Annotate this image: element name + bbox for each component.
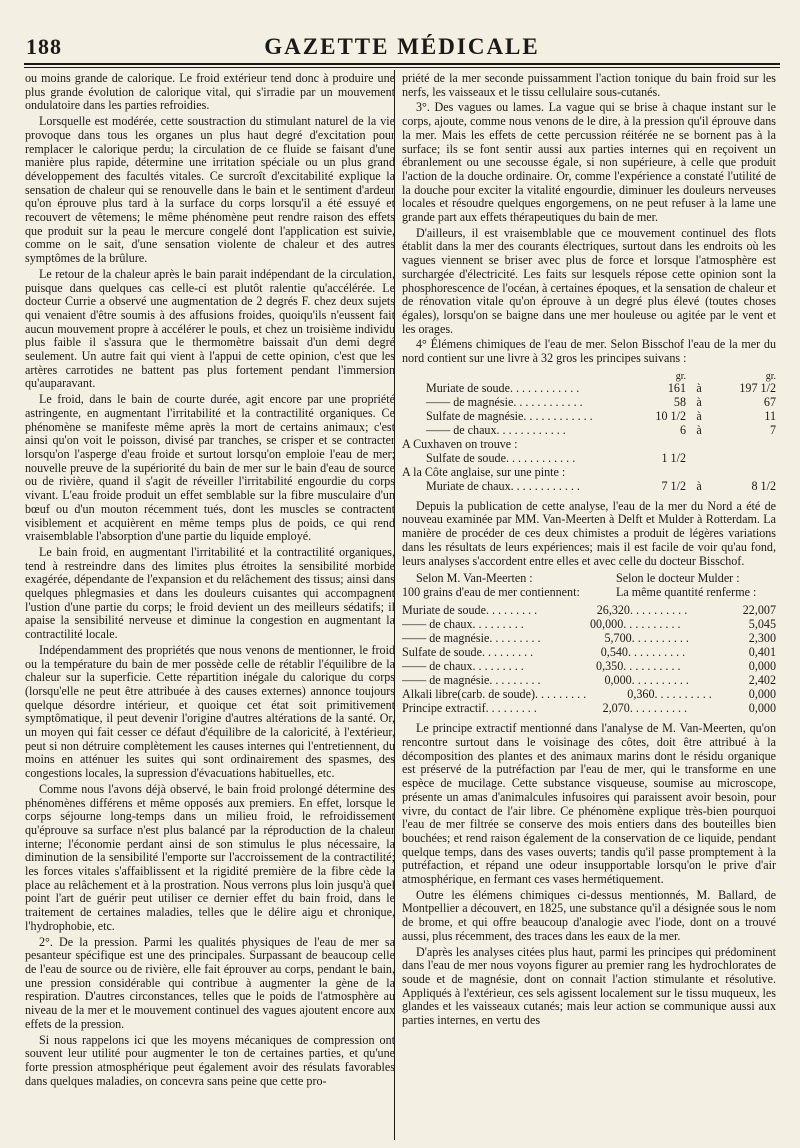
paragraph: 3°. Des vagues ou lames. La vague qui se brise à chaque instant sur le corps, ajoute, comme nous venons de le dire, à la pression qu'il éprouve dans la mer. Mais les effets de cette percussion réitérée ne se bornent pas à la surface; ils se font sentir aussi aux parties internes qui en reçoivent un ébranlement ou une secousse égale, si non supérieure, à celle que produit l'action de la douche ordinaire. Or, comme l'expérience a constaté l'utilité de la douche pour exciter la vitalité engourdie, diminuer les douleurs nerveuses locales et résoudre quelques engorgemens, on ne peut refuser à la lame une grande part aux effets thérapeutiques du bain de mer.: [402, 100, 776, 225]
page-header: [26, 34, 778, 64]
unit-header-row: [402, 370, 776, 382]
comparison-table: [402, 572, 776, 716]
paragraph: 2°. De la pression. Parmi les qualités physiques de l'eau de mer sa pesanteur spécifique est une des principales. Surpassant de beaucoup celle de l'eau de source ou de rivière, elle fait éprouver au corps, pendant le bain, une pression considérable qui contribue à augmenter la gène de la respiration. D'autres circonstances, telles que le poids de l'atmosphère au niveau de la mer et le mouvement continuel des vagues ajoutent encore aux effets de la pression.: [25, 934, 395, 1031]
unit-header: gr.: [765, 370, 776, 382]
header-rule: [24, 63, 780, 65]
header-rule-thin: [24, 67, 780, 68]
paragraph: Le retour de la chaleur après le bain parait indépendant de la circulation, puisque dans quelques cas celle-ci est plutôt ralentie qu'accélérée. Le docteur Currie a observé une augmentation de 2 degrés F. chez deux sujets qui venaient d'être soumis à des affusions froides, quoiqu'ils n'eussent fait aucun mouvement propre à accélérer le pouls, et chez un troisième individu plus faible il s'assura que le thermomètre baissait d'un demi degré seulement. Un autre fait qui vient à l'appui de cette opinion, c'est que les artères carrotides ne battent pas plus fortement pendant l'immersion qu'auparavant.: [25, 266, 395, 391]
unit-header: gr.: [675, 370, 686, 382]
paragraph: Le bain froid, en augmentant l'irritabilité et la contractilité organiques, tend à restreindre dans des limites plus étroites la sensibilité morbide exagérée, dépendante de l'expansion et du relâchement des tissus; ainsi dans quelques phlegmasies et dans les douleurs cuisantes qui accompagnent l'ustion d'une partie du corps; le froid devient un des meilleurs sédatifs; il apaise la sensibilité nerveuse et diminue la congestion en augmentant la contractilité locale.: [25, 544, 395, 642]
table-caption: A la Côte anglaise, sur une pinte :: [402, 464, 566, 479]
table-row: —— de chaux ............ 6 à 7: [426, 422, 776, 437]
page-number: 188: [26, 34, 62, 59]
paragraph: Comme nous l'avons déjà observé, le bain froid prolongé détermine des phénomènes différens et même opposés aux premiers. En effet, lorsque le corps séjourne long-temps dans un milieu froid, le refroidissement qu'éprouve sa surface n'est plus balancé par la réproduction de la chaleur interne; l'économie perdant ainsi de son stimulus le plus nécessaire, la diminution de la sensibilité l'emporte sur l'accroissement de la contractilité; les forces vitales s'affaiblissent et la rigidité première de la fibre cède la place au relâchement et à la prostration. Nous verrons plus loin jusqu'à quel point l'art de guérir peut utiliser ce dernier effet du bain froid, dans le traitement de certaines maladies, telles que le délire aigu et chronique, l'hydrophobie, etc.: [25, 781, 395, 933]
paragraph: priété de la mer seconde puissamment l'action tonique du bain froid sur les nerfs, les vaisseaux et le tissu cellulaire sous-cutanés.: [402, 71, 776, 99]
paragraph: D'après les analyses citées plus haut, parmi les principes qui prédominent dans l'eau de mer nous voyons figurer au premier rang les hydrochlorates de soude et de magnésie, dont on connait l'action stimulante et résolutive. Appliqués à l'extérieur, ces sels agissent localement sur le tissu muqueux, les glandes et les vaisseaux cutanés; mais leur action se communique aussi aux parties internes, en vertu des: [402, 944, 776, 1028]
journal-title: GAZETTE MÉDICALE: [264, 34, 540, 59]
table-row: —— de magnésie ......... 0,000 .......... 2,402: [402, 673, 777, 688]
table-row: Muriate de chaux ............ 7 1/2 à 8 1/2: [426, 478, 776, 493]
paragraph: Lorsquelle est modérée, cette soustraction du stimulant naturel de la vie provoque dans tous les organes un plus haut degré d'excitation pour remplacer le calorique perdu; la circulation de ce fluide se faisant d'une manière plus rapide, détermine une irritation spéciale ou un plus grand développement des facultés vitales. Ce surcroît d'excitabilité explique la sensation de chaleur qui se renouvelle dans le bain et le sentiment d'ardeur qu'on éprouve plus tard à la surface du corps lorsqu'il a été essuyé et recouvert de vêtemens; le même phénomène peut rendre raison des effets que produit sur la peau le mercure congelé dont l'application est suivie, comme on le sait, d'une sensation violente de chaleur et des autres symptômes de la brûlure.: [25, 114, 395, 266]
table-row: —— de chaux ......... 00,000 .......... 5,045: [402, 617, 776, 632]
table-caption: A Cuxhaven on trouve :: [402, 436, 518, 451]
table-row: Principe extractif ......... 2,070 .......... 0,000: [402, 701, 776, 716]
paragraph: D'ailleurs, il est vraisemblable que ce mouvement continuel des flots établit dans la mer des courants électriques, surtout dans les endroits où les vagues viennent se briser avec plus de force et lorsque l'atmosphère est surchargée d'électricité. Les faits sur lesquels répose cette opinion sont la phosphorescence de l'océan, à certaines époques, et la sensation de chaleur et de rénovation vitale qu'on éprouve à un degré plus élevé (toutes choses égales), lorsqu'on se baigne dans une mer houleuse ou agitée par le vent et les orages.: [402, 225, 776, 336]
table-row: —— de magnésie ......... 5,700 .......... 2,300: [402, 631, 777, 646]
paragraph: Si nous rappelons ici que les moyens mécaniques de compression ont souvent leur utilité pour augmenter le ton de certaines parties, et qu'une forte pression atmosphérique peut également avoir des résulats favorables dans quelques maladies, on concevra sans peine que cette pro-: [25, 1032, 395, 1088]
table-header-row: Selon M. Van-Meerten : Selon le docteur Mulder :: [416, 571, 740, 586]
table-row: Sulfate de magnésie ............ 10 1/2 à 11: [426, 408, 776, 423]
paragraph: Le principe extractif mentionné dans l'analyse de M. Van-Meerten, qu'on rencontre surtout dans le voisinage des côtes, doit être attribué à la décomposition des plantes et des animaux marins dont le résidu organique est préservé de la putréfaction par l'eau de mer, qui le transforme en une espèce de mucilage. Cette substance visqueuse, soumise au microscope, présente un amas d'animalcules infusoires qui paraissent avoir besoin, pour vivre, du contact de l'air libre. Ce phénomène explique très-bien pourquoi l'eau de mer filtrée se conserve des mois entiers dans des bouteilles bien bouchées; et rend raison également de la conservation de ce liquide, pendant quelque temps, dans des vases ouverts; tandis qu'il passe promptement à la putréfaction, et répand une odeur insupportable lorsqu'on le prive d'air atmosphérique, en fermant ces vases hermétiquement.: [402, 721, 776, 887]
paragraph: 4° Élémens chimiques de l'eau de mer. Selon Bisschof l'eau de la mer du nord contient sur une livre à 32 gros les principes suivans :: [402, 337, 776, 366]
table-row: Sulfate de soude ............ 1 1/2: [426, 450, 686, 465]
paragraph: Outre les élémens chimiques ci-dessus mentionnés, M. Ballard, de Montpellier a découvert, en 1825, une substance qu'il a désignée sous le nom de brome, et qui offre beaucoup d'analogie avec l'iode, dont on a trouvé aussi, plus récemment, des traces dans les eaux de la mer.: [402, 887, 776, 943]
paragraph: Le froid, dans le bain de courte durée, agit encore par une propriété astringente, en augmentant l'irritabilité et la contractilité organiques. Ce phénomène se manifeste même après la mort de certains animaux; c'est ainsi qu'on voit le poisson, divisé par tranches, se crisper et se contracter lorsqu'on l'asperge d'eau froide et surtout lorsqu'on emploie l'eau de mer; nouvelle preuve de la supériorité du bain de mer sur le bain d'eau de source ou de rivière, quand il s'agit de réveiller l'irritabilité engourdie du corps vivant. L'eau froide produit un effet semblable sur la fibre musculaire d'un bœuf ou d'un mouton récemment tués, dont les muscles se contractent visiblement et acquièrent en même temps plus de poids, ce qui rend vraisemblable l'absorption d'une partie du liquide employé.: [25, 392, 395, 544]
paragraph: Indépendamment des propriétés que nous venons de mentionner, le froid ou la température du bain de mer possède celle de rétablir l'équilibre de la chaleur sur la superficie. Cette répartition inégale du calorique du corps (lorsqu'elle ne peut être attribuée à des causes externes) annonce toujours quelque désordre intérieur, et quoique cet état soit primitivement symptômatique, il peut devenir l'origine d'autres altérations de la santé. Or, un moyen qui fait cesser ce défaut d'équilibre de la caloricité, à l'extérieur, peut si non détruire complètement les causes internes qui l'entretiennent, du moins en atténuer les suites qui sont ordinairement des spasmes, des congestions locales, la supression d'évacuations habituelles, etc.: [25, 642, 395, 781]
paragraph: Depuis la publication de cette analyse, l'eau de la mer du Nord a été de nouveau examinée par MM. Van-Meerten à Delft et Mulder à Rotterdam. La manière de procéder de ces deux chimistes a produit de légères variations dans les résultats de leurs expériences; mais il est facile de voir qu'au fond, leurs analyses s'accordent entre elles et avec celle du docteur Bisschof.: [402, 498, 776, 568]
bisschof-table: [402, 370, 776, 494]
paragraph: ou moins grande de calorique. Le froid extérieur tend donc à produire une plus grande évolution de calorique vital, qui s'irradie par un mouvement ondulatoire dans les parties refroidies.: [25, 71, 395, 113]
table-row: Sulfate de soude ......... 0,540 .......... 0,401: [402, 645, 776, 660]
left-column: [25, 72, 395, 1090]
table-row: Muriate de soude ......... 26,320 .......... 22,007: [402, 603, 776, 618]
table-subheader-row: 100 grains d'eau de mer contiennent: La même quantité renferme :: [402, 585, 757, 600]
table-row: Muriate de soude ............ 161 à 197 1/2: [426, 380, 776, 395]
right-column: [402, 72, 776, 1030]
table-row: Alkali libre(carb. de soude) ......... 0,360 .......... 0,000: [402, 687, 777, 702]
table-row: —— de chaux ......... 0,350 .......... 0,000: [402, 659, 776, 674]
table-row: —— de magnésie ............ 58 à 67: [426, 394, 776, 409]
